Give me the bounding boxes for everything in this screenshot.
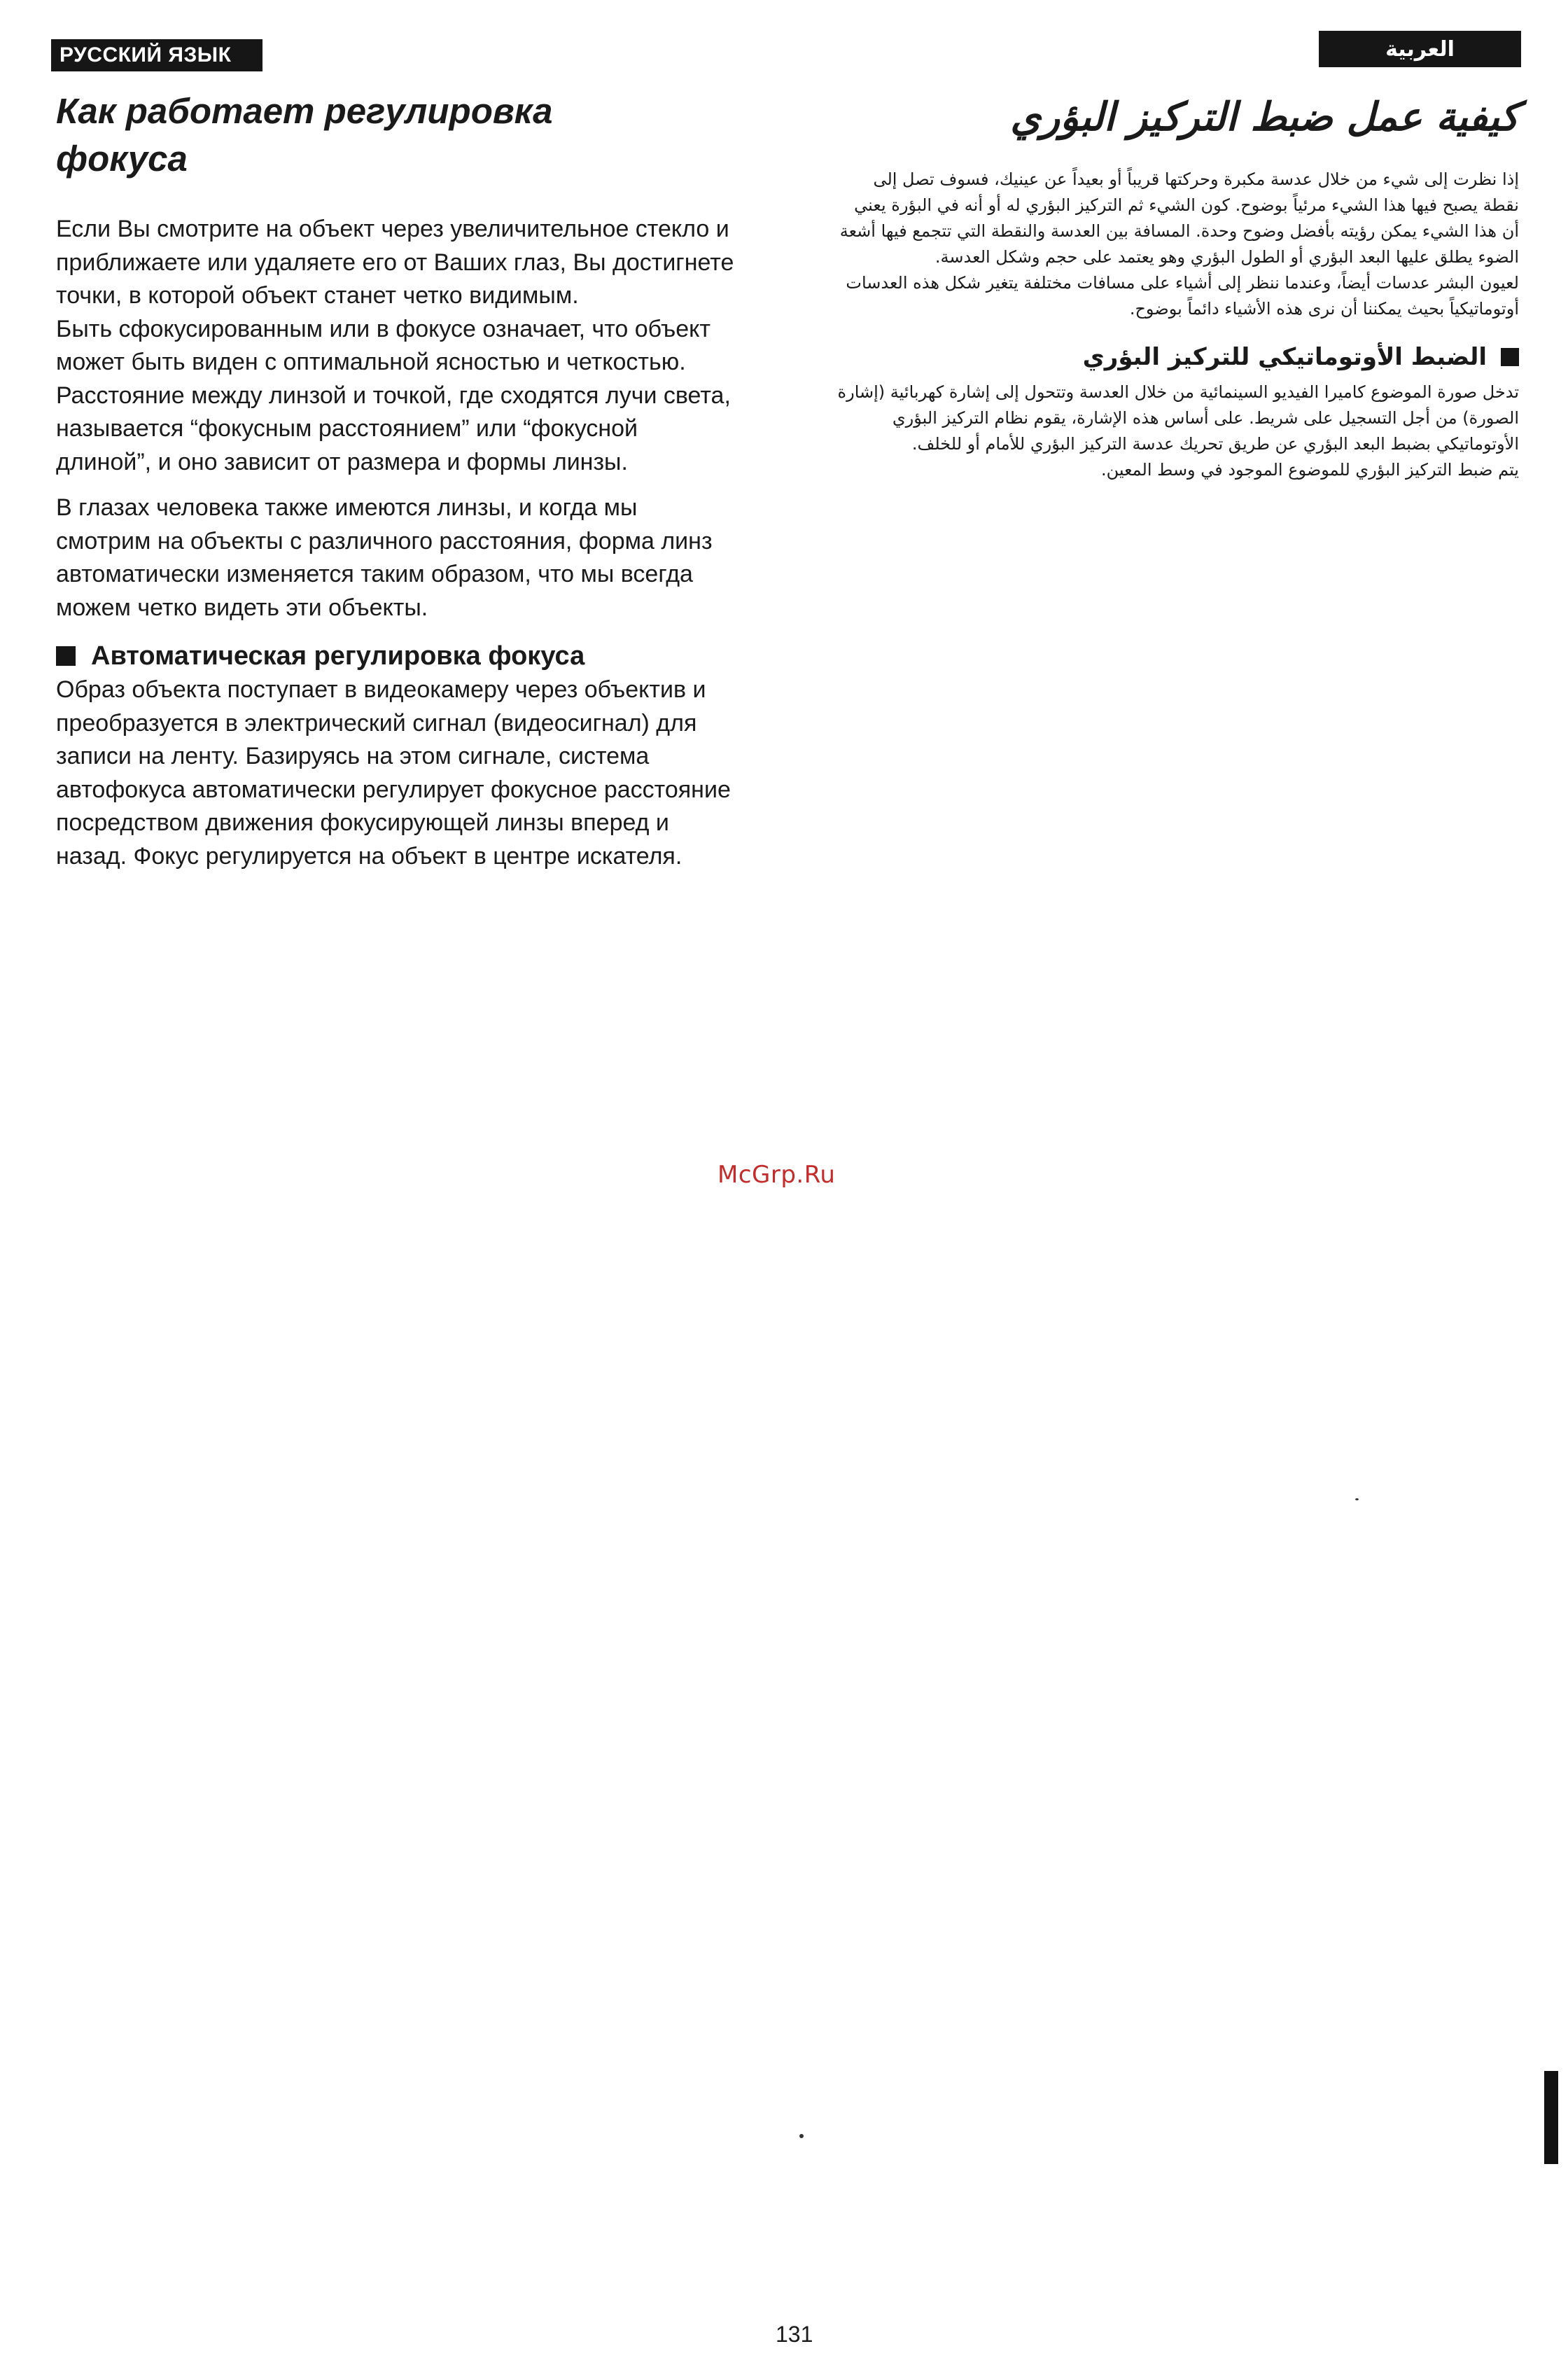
square-bullet-icon bbox=[1501, 348, 1519, 366]
watermark-link[interactable]: McGrp.Ru bbox=[718, 1161, 836, 1189]
page-number: 131 bbox=[776, 2322, 813, 2347]
russian-section-heading bbox=[56, 639, 735, 674]
russian-paragraph-1: Если Вы смотрите на объект через увеличительное стекло и приближаете или удаляете его от Ваших глаз, Вы достигнете точки, в которой объект станет четко видимым. bbox=[56, 216, 734, 309]
arabic-section-body: تدخل صورة الموضوع كاميرا الفيديو السينمائية من خلال العدسة وتتحول إلى إشارة كهربائية (إشارة الصورة) من أجل التسجيل على شريط. على أساس هذه الإشارة، يقوم نظام التركيز البؤري الأوتوماتيكي بضبط البعد البؤري عن طريق تحريك عدسة التركيز البؤري للأمام أو للخلف. bbox=[837, 382, 1519, 454]
arabic-paragraph-1: إذا نظرت إلى شيء من خلال عدسة مكبرة وحركتها قريباً أو بعيداً عن عينيك، فسوف تصل إلى نقطة يصبح فيها هذا الشيء مرئياً بوضوح. كون الشيء ثم التركيز البؤري له أو أنه في البؤرة يعني أن هذا الشيء يمكن رؤيته بأفضل وضوح وحدة. المسافة بين العدسة والنقطة التي تتجمع فيها أشعة الضوء يطلق عليها البعد البؤري أو الطول البؤري وهو يعتمد على حجم وشكل العدسة. bbox=[839, 169, 1519, 267]
square-bullet-icon bbox=[56, 646, 76, 666]
russian-title-line1: Как работает регулировка bbox=[56, 91, 553, 131]
russian-section-body: Образ объекта поступает в видеокамеру через объектив и преобразуется в электрический сигнал (видеосигнал) для записи на ленту. Базируясь на этом сигнале, система автофокуса автоматически регулирует фокусное расстояние посредством движения фокусирующей линзы вперед и назад. Фокус регулируется на объект в центре искателя. bbox=[56, 676, 731, 870]
scan-speck bbox=[799, 2134, 804, 2138]
scan-speck bbox=[1355, 1498, 1359, 1500]
arabic-language-tab: العربية bbox=[1319, 31, 1521, 67]
russian-title bbox=[56, 88, 735, 183]
arabic-section-body-2: يتم ضبط التركيز البؤري للموضوع الموجود في وسط المعين. bbox=[1100, 460, 1519, 480]
arabic-section-heading bbox=[836, 340, 1519, 374]
arabic-title: كيفية عمل ضبط التركيز البؤري bbox=[1010, 95, 1519, 140]
russian-title-line2: фокуса bbox=[56, 139, 188, 179]
russian-language-tab: РУССКИЙ ЯЗЫК bbox=[51, 39, 262, 71]
arabic-column bbox=[836, 90, 1519, 483]
page-edge-marker bbox=[1544, 2071, 1558, 2164]
russian-paragraph-2: Быть сфокусированным или в фокусе означает, что объект может быть виден с оптимальной ясностью и четкостью. Расстояние между линзой и точкой, где сходятся лучи света, называется “фокусным расстоянием” или “фокусной длиной”, и оно зависит от размера и формы линзы. bbox=[56, 315, 731, 475]
russian-section-heading-text: Автоматическая регулировка фокуса bbox=[91, 641, 585, 671]
arabic-paragraph-2: لعيون البشر عدسات أيضاً، وعندما ننظر إلى أشياء على مسافات مختلفة يتغير شكل هذه العدسات أوتوماتيكياً بحيث يمكننا أن نرى هذه الأشياء دائماً بوضوح. bbox=[846, 273, 1519, 319]
arabic-section-heading-text: الضبط الأوتوماتيكي للتركيز البؤري bbox=[1082, 343, 1487, 371]
russian-column bbox=[56, 88, 735, 873]
russian-paragraph-3: В глазах человека также имеются линзы, и когда мы смотрим на объекты с различного расстояния, форма линз автоматически изменяется таким образом, что мы всегда можем четко видеть эти объекты. bbox=[56, 494, 713, 621]
